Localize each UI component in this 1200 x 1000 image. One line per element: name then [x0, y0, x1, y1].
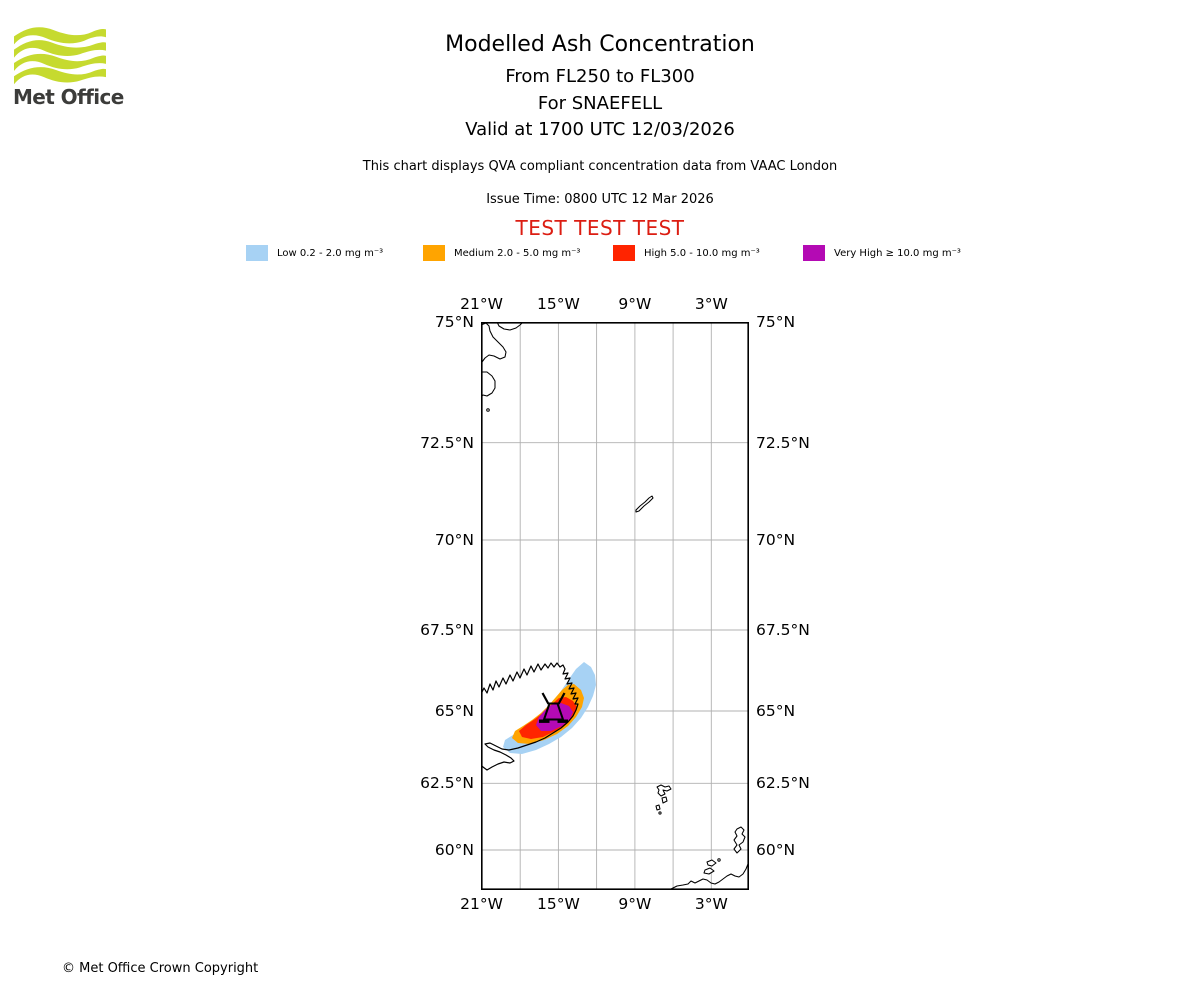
lon-tick-label-top: 9°W	[618, 295, 652, 313]
lat-tick-label-left: 70°N	[434, 531, 474, 549]
copyright-notice: © Met Office Crown Copyright	[62, 961, 259, 976]
lon-tick-label-bottom: 15°W	[536, 895, 580, 913]
legend-item-high	[613, 244, 760, 262]
legend-swatch-high	[613, 245, 635, 261]
lat-tick-label-right: 62.5°N	[756, 774, 810, 793]
page-title: Modelled Ash Concentration	[445, 32, 755, 57]
subtitle-flight-levels: From FL250 to FL300	[505, 66, 695, 87]
legend-item-low	[246, 244, 383, 262]
lon-tick-label-bottom: 9°W	[618, 895, 652, 913]
subtitle-valid-time: Valid at 1700 UTC 12/03/2026	[465, 119, 735, 140]
lat-tick-label-left: 67.5°N	[420, 621, 474, 639]
lat-tick-label-right: 70°N	[756, 531, 796, 549]
lat-tick-label-right: 60°N	[756, 841, 796, 859]
lon-tick-label-top: 15°W	[536, 295, 580, 313]
lat-tick-label-right: 72.5°N	[756, 433, 810, 452]
lon-tick-label-top: 21°W	[460, 295, 503, 313]
legend-swatch-medium	[423, 245, 445, 261]
lon-tick-label-bottom: 3°W	[694, 895, 728, 913]
ash-concentration-map	[481, 322, 749, 890]
legend-label-very-high: Very High ≥ 10.0 mg m⁻³	[834, 247, 961, 259]
test-banner: TEST TEST TEST	[515, 216, 685, 240]
legend-item-medium	[423, 244, 580, 262]
lon-tick-label-top: 3°W	[694, 295, 728, 313]
lat-tick-label-left: 62.5°N	[420, 774, 474, 793]
lon-tick-label-bottom: 21°W	[460, 895, 503, 913]
legend-swatch-low	[246, 245, 268, 261]
legend-label-medium: Medium 2.0 - 5.0 mg m⁻³	[454, 247, 581, 259]
lat-tick-label-left: 72.5°N	[420, 433, 474, 452]
legend-label-low: Low 0.2 - 2.0 mg m⁻³	[277, 247, 384, 259]
lat-tick-label-right: 67.5°N	[756, 621, 810, 639]
issue-time: Issue Time: 0800 UTC 12 Mar 2026	[486, 192, 714, 207]
legend-item-very-high	[803, 244, 961, 262]
legend-swatch-very-high	[803, 245, 825, 261]
lat-tick-label-right: 75°N	[756, 313, 796, 331]
met-office-logo-text: Met Office	[13, 85, 124, 109]
subtitle-volcano: For SNAEFELL	[537, 92, 663, 114]
lat-tick-label-left: 75°N	[434, 313, 474, 331]
lat-tick-label-left: 65°N	[434, 702, 474, 720]
qva-compliance-note: This chart displays QVA compliant concentration data from VAAC London	[362, 159, 838, 174]
sea-background	[481, 322, 749, 890]
subtitle-block	[0, 64, 1200, 144]
lat-tick-label-left: 60°N	[434, 841, 474, 859]
legend-label-high: High 5.0 - 10.0 mg m⁻³	[644, 247, 760, 259]
lat-tick-label-right: 65°N	[756, 702, 796, 720]
